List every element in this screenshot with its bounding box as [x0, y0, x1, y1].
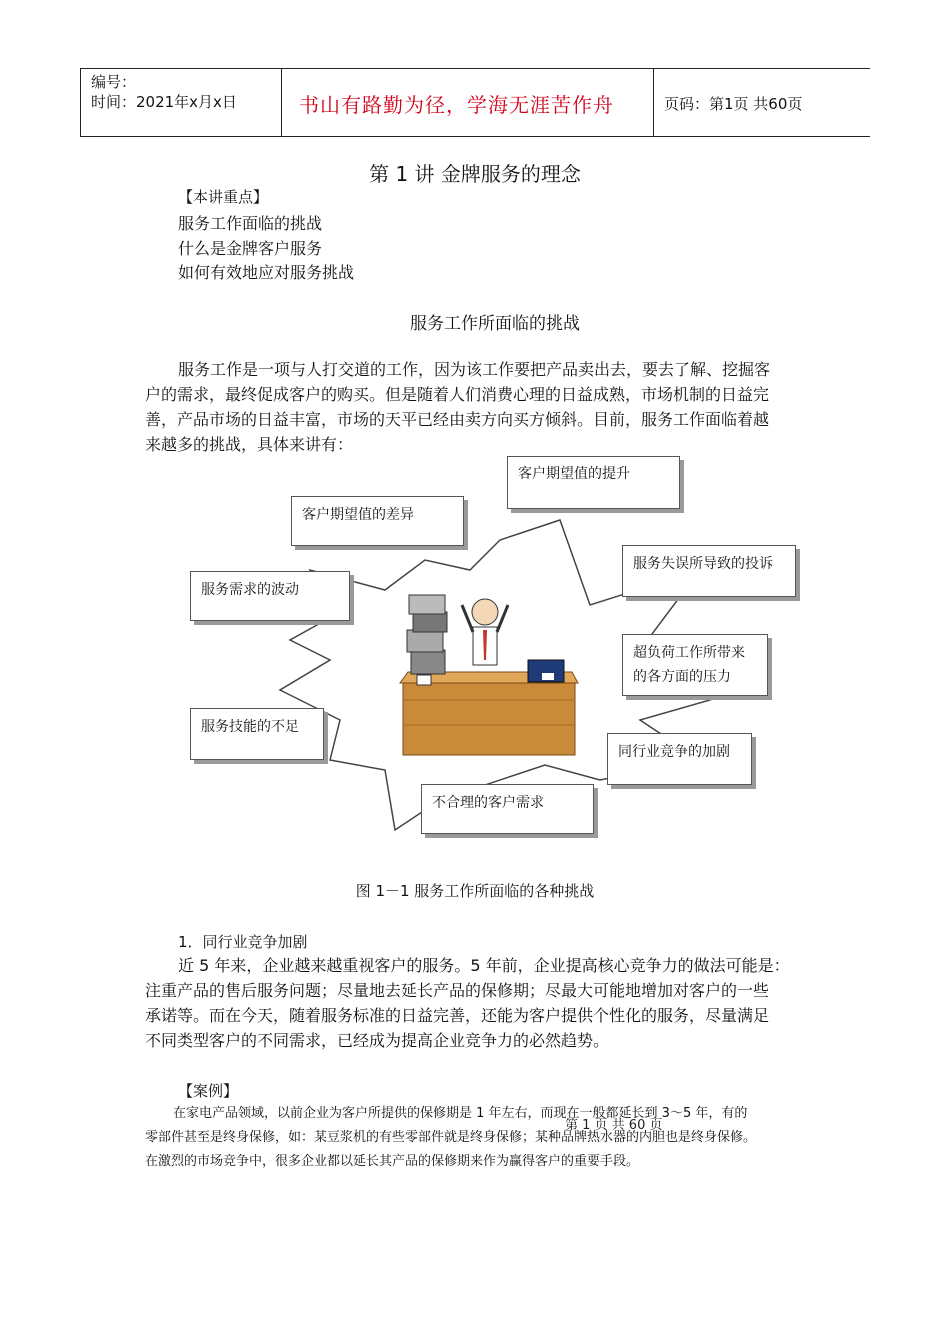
subsection-paragraph — [145, 953, 805, 1053]
paper-stack-illustration — [407, 595, 447, 685]
time-label: 时间：2021年x月x日 — [91, 93, 237, 111]
subsection-heading: 1．同行业竞争加剧 — [178, 933, 308, 951]
challenge-box-line: 超负荷工作所带来 — [633, 645, 745, 661]
challenge-box: 服务需求的波动 — [190, 571, 350, 621]
number-label: 编号： — [91, 73, 137, 91]
subsection-line: 不同类型客户的不同需求，已经成为提高企业竞争力的必然趋势。 — [145, 1031, 610, 1050]
intro-line: 服务工作是一项与人打交道的工作，因为该工作要把产品卖出去，要去了解、挖掘客 — [178, 360, 771, 379]
motto: 书山有路勤为径，学海无涯苦作舟 — [299, 93, 614, 117]
key-point-item: 什么是金牌客户服务 — [178, 239, 323, 258]
subsection-line: 承诺等。而在今天，随着服务标准的日益完善，还能为客户提供个性化的服务，尽量满足 — [145, 1006, 770, 1025]
challenge-box — [622, 634, 768, 696]
key-point-item: 服务工作面临的挑战 — [178, 214, 323, 233]
case-line: 在激烈的市场竞争中，很多企业都以延长其产品的保修期来作为赢得客户的重要手段。 — [145, 1154, 640, 1169]
intro-line: 善，产品市场的日益丰富，市场的天平已经由卖方向买方倾斜。目前，服务工作面临着越 — [145, 410, 770, 429]
footer-page-number: 第 1 页 共 60 页 — [565, 1118, 663, 1133]
case-line: 零部件甚至是终身保修，如：某豆浆机的有些零部件就是终身保修；某种品牌热水器的内胆也是终身保修。 — [145, 1130, 757, 1145]
challenge-box: 同行业竞争的加剧 — [607, 733, 752, 785]
key-point-item: 如何有效地应对服务挑战 — [178, 263, 355, 282]
case-line: 在家电产品领域，以前企业为客户所提供的保修期是 1 年左右，而现在一般都延长到 3～5 年，有的 — [173, 1106, 748, 1121]
subsection-line: 近 5 年来，企业越来越重视客户的服务。5 年前，企业提高核心竞争力的做法可能是： — [178, 956, 790, 975]
intro-line: 来越多的挑战，具体来讲有： — [145, 435, 354, 454]
intro-line: 户的需求，最终促成客户的购买。但是随着人们消费心理的日益成熟，市场机制的日益完 — [145, 385, 770, 404]
case-paragraph — [145, 1102, 815, 1174]
challenge-box: 服务技能的不足 — [190, 708, 324, 760]
challenge-box-line: 的各方面的压力 — [633, 669, 731, 685]
section-title: 服务工作所面临的挑战 — [410, 314, 580, 334]
case-heading: 【案例】 — [178, 1082, 239, 1100]
challenge-box: 客户期望值的提升 — [507, 456, 680, 509]
binder-illustration — [528, 660, 564, 682]
page-title: 第 1 讲 金牌服务的理念 — [369, 162, 581, 186]
key-points-heading: 【本讲重点】 — [178, 188, 269, 206]
page-number: 页码：第1页 共60页 — [664, 95, 803, 113]
challenge-box: 客户期望值的差异 — [291, 496, 464, 546]
subsection-line: 注重产品的售后服务问题；尽量地去延长产品的保修期；尽最大可能地增加对客户的一些 — [145, 981, 770, 1000]
figure-caption: 图 1－1 服务工作所面临的各种挑战 — [355, 882, 595, 900]
challenge-box: 服务失误所导致的投诉 — [622, 545, 796, 597]
challenge-box: 不合理的客户需求 — [421, 784, 594, 834]
